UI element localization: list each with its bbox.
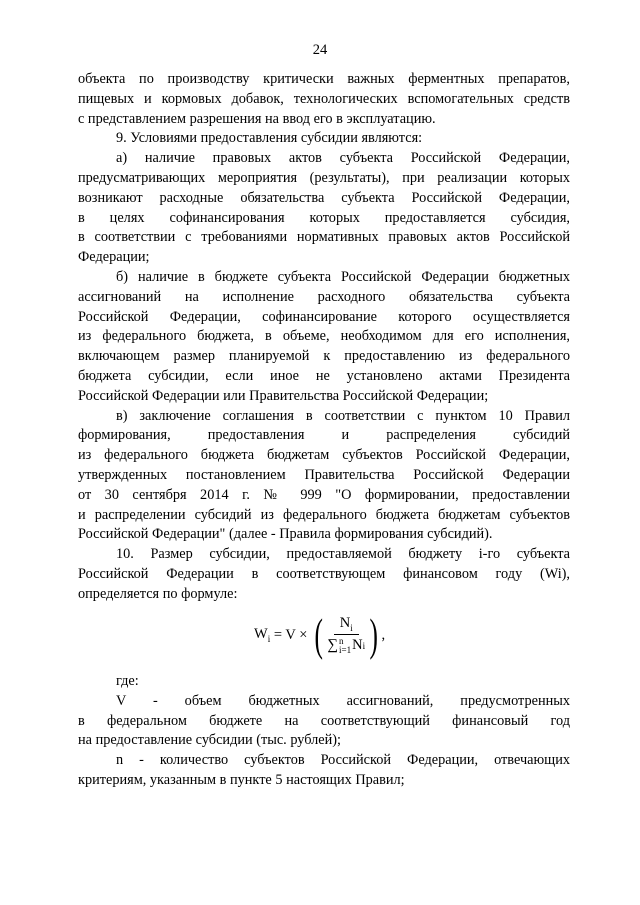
document-body-top [78,70,570,605]
text-line: Российской Федерации в соответствующем финансовом году (Wi), [78,565,570,582]
text-line: Федерации; [78,249,150,266]
text-line: из федерального бюджета бюджетам субъектов Российской Федерации, [78,447,570,464]
text-line: и распределении субсидий из федерального бюджета бюджетам субъектов [78,506,570,523]
text-line: на предоставление субсидии (тыс. рублей); [78,732,342,749]
document-body-bottom [78,672,570,791]
text-line: формирования, предоставления и распределения субсидий [78,427,570,444]
text-line: в целях софинансирования которых предоставляется субсидия, [78,209,570,226]
text-line: Российской Федерации" (далее - Правила формирования субсидий). [78,526,493,543]
text-line: бюджета субсидии, если иное не установлено актами Президента [78,367,570,384]
fraction-denominator: ∑ n i=1 N i [327,635,366,655]
text-line: определяется по формуле: [78,585,238,602]
text-line: где: [116,673,139,689]
text-line: от 30 сентября 2014 г. № 999 "О формировании, предоставлении [78,486,570,503]
text-line: утвержденных постановлением Правительства Российской Федерации [78,466,570,483]
text-line: Российской Федерации или Правительства Российской Федерации; [78,387,489,404]
left-paren: ( [314,609,323,660]
formula-eq: = V × [270,626,312,643]
right-paren: ) [369,609,379,660]
text-line: с представлением разрешения на ввод его в эксплуатацию. [78,110,436,127]
page-number: 24 [312,42,328,58]
text-line: n - количество субъектов Российской Федерации, отвечающих [116,752,570,769]
text-line: пищевых и кормовых добавок, технологических вспомогательных средств [78,90,570,107]
sum-limits: n i=1 [339,635,352,655]
formula [254,605,385,665]
text-line: включающем размер планируемой к предоставлению из федерального [78,348,570,365]
text-line: ассигнований на исполнение расходного обязательства субъекта [78,288,570,305]
text-line: возникают расходные обязательства субъекта Российской Федерации, [78,189,570,206]
text-line: критериям, указанным в пункте 5 настоящих Правил; [78,771,405,788]
text-line: 9. Условиями предоставления субсидии являются: [116,130,423,147]
fraction-numerator: $N_i$ [334,615,359,635]
text-line: б) наличие в бюджете субъекта Российской Федерации бюджетных [116,268,570,285]
text-line: V - объем бюджетных ассигнований, предусмотренных [116,692,570,709]
text-line: 10. Размер субсидии, предоставляемой бюджету i-го субъекта [116,546,570,563]
text-line: а) наличие правовых актов субъекта Российской Федерации, [116,150,570,167]
text-line: в федеральном бюджете на соответствующий финансовый год [78,712,570,729]
formula-tail: , [381,626,386,643]
text-line: из федерального бюджета, в объеме, необходимом для его исполнения, [78,328,570,345]
text-line: предусматривающих мероприятия (результаты), при реализации которых [78,169,570,186]
text-line: в) заключение соглашения в соответствии с пунктом 10 Правил [116,407,570,424]
text-line: в соответствии с требованиями нормативных правовых актов Российской [78,229,570,246]
formula-fraction [327,615,365,655]
text-line: объекта по производству критически важных ферментных препаратов, [78,71,570,87]
text-line: Российской Федерации, софинансирование которого осуществляется [78,308,570,325]
formula-block [0,605,640,665]
sum-symbol: ∑ [327,637,339,654]
formula-lhs: $W_i$ [254,626,271,644]
